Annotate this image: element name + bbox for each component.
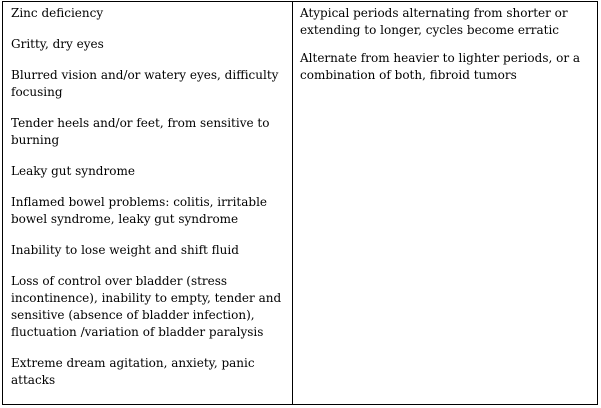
- table-cell-entry: Extreme dream agitation, anxiety, panic attacks: [11, 356, 255, 387]
- table-cell-entry: Atypical periods alternating from shorter or extending to longer, cycles become erratic: [300, 6, 568, 37]
- table-cell-entry: Gritty, dry eyes: [11, 37, 104, 51]
- table-cell-entry: Alternate from heavier to lighter periods, or a combination of both, fibroid tumors: [300, 51, 581, 82]
- table-cell-entry: Loss of control over bladder (stress incontinence), inability to empty, tender and sensitive (absence of bladder infection), fluctuation /variation of bladder paralysis: [11, 274, 282, 339]
- table-cell-entry: Inability to lose weight and shift fluid: [11, 243, 239, 257]
- table-cell-entry: Leaky gut syndrome: [11, 164, 135, 178]
- table-cell-entry: Zinc deficiency: [11, 6, 104, 20]
- table-column-left: [3, 2, 293, 404]
- table-cell-entry: Inflamed bowel problems: colitis, irritable bowel syndrome, leaky gut syndrome: [11, 195, 268, 226]
- table-cell-entry: Blurred vision and/or watery eyes, difficulty focusing: [11, 68, 279, 99]
- table-cell-entry: Tender heels and/or feet, from sensitive to burning: [11, 116, 270, 147]
- symptoms-table: [2, 1, 598, 405]
- table-column-right: [293, 2, 597, 404]
